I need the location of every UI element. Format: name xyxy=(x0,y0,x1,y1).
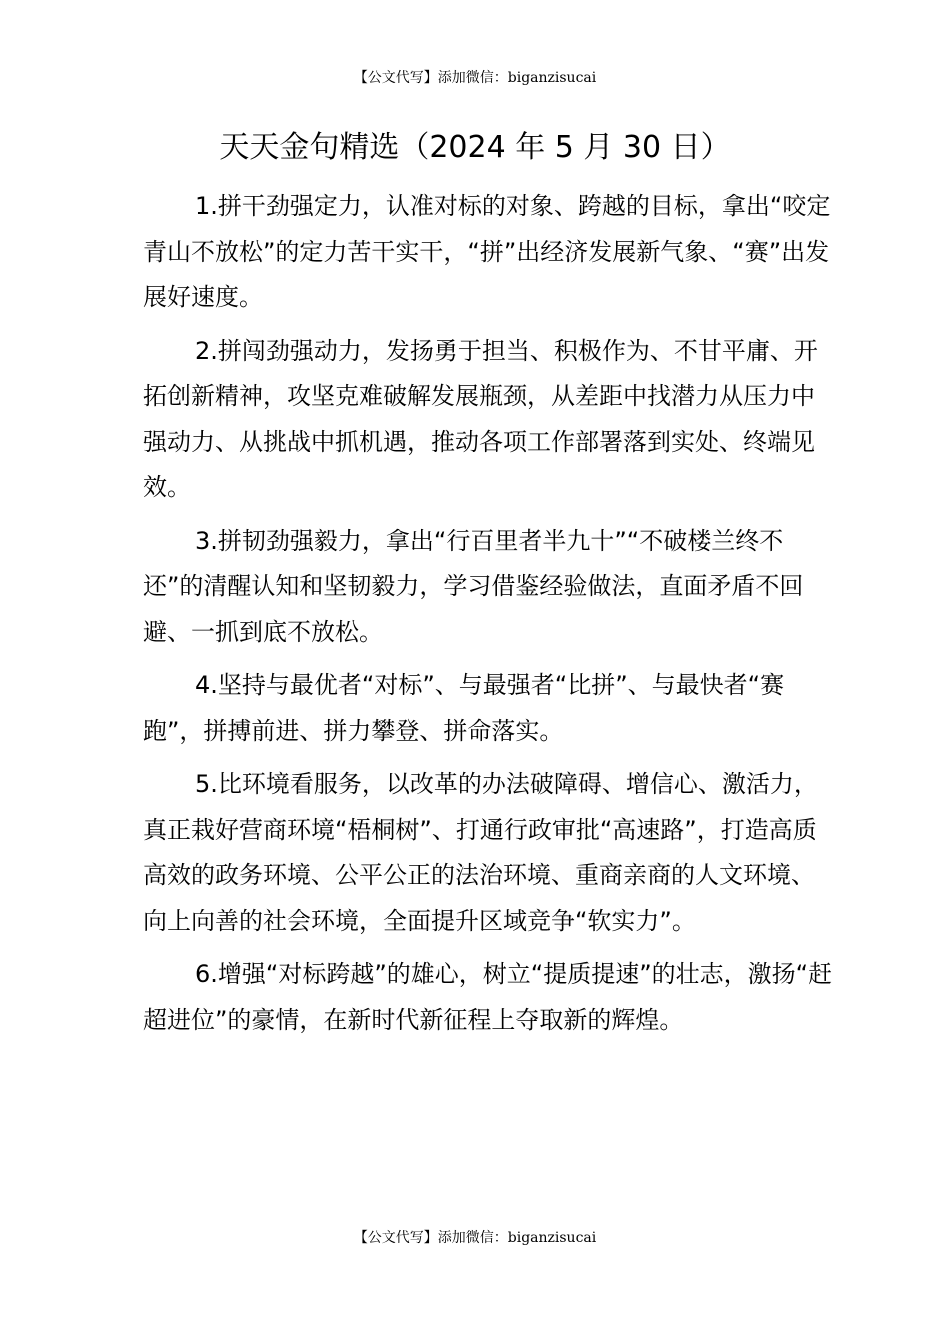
paragraph-3: 3.拼韧劲强毅力，拿出“行百里者半九十”“不破楼兰终不还”的清醒认知和坚韧毅力，学习借鉴经验做法，直面矛盾不回避、一抓到底不放松。 xyxy=(143,526,804,646)
header-note: 【公文代写】添加微信：biganzisucai xyxy=(353,70,597,86)
paragraph-6: 6.增强“对标跨越”的雄心，树立“提质提速”的壮志，激扬“赶超进位”的豪情，在新时代新征程上夺取新的辉煌。 xyxy=(143,960,833,1034)
paragraph-1: 1.拼干劲强定力，认准对标的对象、跨越的目标，拿出“咬定青山不放松”的定力苦干实干，“拼”出经济发展新气象、“赛”出发展好速度。 xyxy=(143,192,831,311)
document-body xyxy=(143,184,833,1051)
paragraph-4: 4.坚持与最优者“对标”、与最强者“比拼”、与最快者“赛跑”，拼搏前进、拼力攀登、拼命落实。 xyxy=(143,671,785,745)
page-title: 天天金句精选（2024 年 5 月 30 日） xyxy=(219,130,731,165)
paragraph-2: 2.拼闯劲强动力，发扬勇于担当、积极作为、不甘平庸、开拓创新精神，攻坚克难破解发展瓶颈，从差距中找潜力从压力中强动力、从挑战中抓机遇，推动各项工作部署落到实处、终端见效。 xyxy=(143,336,818,501)
footer-note: 【公文代写】添加微信：biganzisucai xyxy=(353,1230,597,1246)
paragraph-5: 5.比环境看服务，以改革的办法破障碍、增信心、激活力，真正栽好营商环境“梧桐树”、打通行政审批“高速路”，打造高质高效的政务环境、公平公正的法治环境、重商亲商的人文环境、向上向善的社会环境，全面提升区域竞争“软实力”。 xyxy=(143,770,818,935)
